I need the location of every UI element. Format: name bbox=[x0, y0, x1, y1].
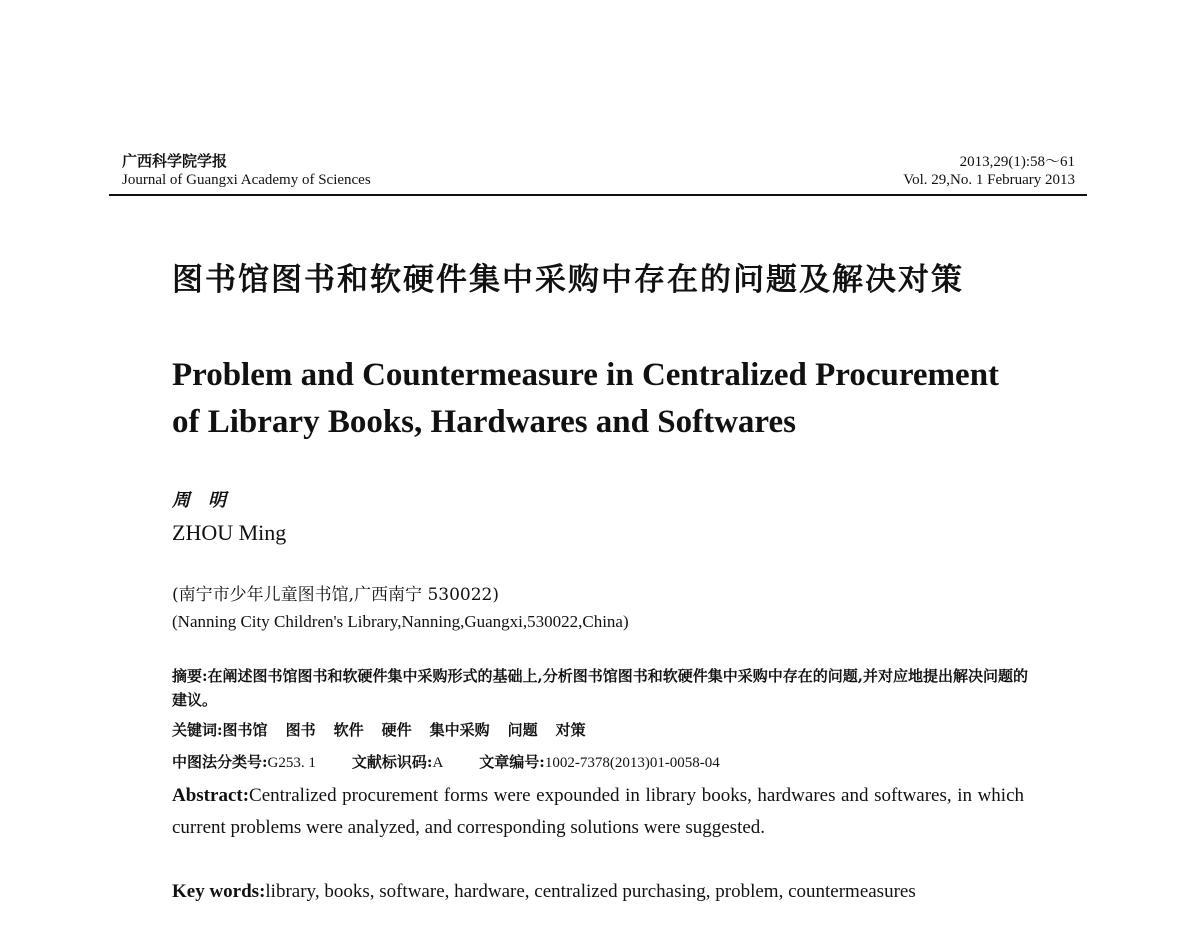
keyword-cn: 对策 bbox=[555, 721, 586, 739]
title-cn: 图书馆图书和软硬件集中采购中存在的问题及解决对策 bbox=[172, 262, 964, 298]
journal-name-cn: 广西科学院学报 bbox=[122, 152, 228, 170]
citation-volume: Vol. 29,No. 1 February 2013 bbox=[903, 172, 1075, 188]
keywords-en-text: library, books, software, hardware, centralized purchasing, problem, countermeasures bbox=[265, 881, 916, 902]
author-name-en: ZHOU Ming bbox=[172, 520, 287, 545]
clc-label: 中图法分类号: bbox=[172, 753, 268, 771]
affiliation-cn: (南宁市少年儿童图书馆,广西南宁 530022) bbox=[172, 585, 499, 605]
abstract-en-label: Abstract: bbox=[172, 785, 250, 806]
clc-value: G253. 1 bbox=[267, 755, 316, 771]
keywords-en-label: Key words: bbox=[172, 881, 266, 902]
header-rule bbox=[109, 194, 1087, 196]
keyword-cn: 问题 bbox=[507, 721, 538, 739]
abstract-cn-text: 在阐述图书馆图书和软硬件集中采购形式的基础上,分析图书馆图书和软硬件集中采购中存在的问题,并对应地提出解决问题的建议。 bbox=[172, 667, 1028, 709]
keywords-cn-label: 关键词: bbox=[172, 721, 223, 739]
author-name-cn: 周明 bbox=[172, 490, 244, 511]
abstract-cn bbox=[172, 664, 1028, 712]
article-id-label: 文章编号: bbox=[479, 753, 545, 771]
article-id-value: 1002-7378(2013)01-0058-04 bbox=[544, 755, 720, 771]
abstract-cn-label: 摘要: bbox=[172, 667, 208, 685]
abstract-en bbox=[172, 780, 1024, 844]
journal-name-en: Journal of Guangxi Academy of Sciences bbox=[122, 172, 371, 188]
abstract-en-text: Centralized procurement forms were expounded in library books, hardwares and softwares, in which current problems were analyzed, and corresponding solutions were suggested. bbox=[172, 785, 1024, 838]
doc-code-label: 文献标识码: bbox=[351, 753, 433, 771]
keyword-cn: 硬件 bbox=[381, 721, 412, 739]
doc-code-value: A bbox=[432, 755, 444, 771]
citation-pages: 2013,29(1):58～61 bbox=[959, 154, 1075, 170]
keyword-cn: 图书馆 bbox=[222, 721, 268, 739]
keyword-cn: 软件 bbox=[333, 721, 364, 739]
keywords-en bbox=[172, 876, 1024, 908]
affiliation-en: (Nanning City Children's Library,Nanning,Guangxi,530022,China) bbox=[172, 612, 629, 631]
keyword-cn: 集中采购 bbox=[429, 721, 490, 739]
keyword-cn: 图书 bbox=[285, 721, 316, 739]
title-en: Problem and Countermeasure in Centralized Procurement of Library Books, Hardwares and Softwares bbox=[172, 357, 1000, 440]
keywords-cn bbox=[172, 719, 1028, 740]
classification-line bbox=[172, 751, 720, 772]
